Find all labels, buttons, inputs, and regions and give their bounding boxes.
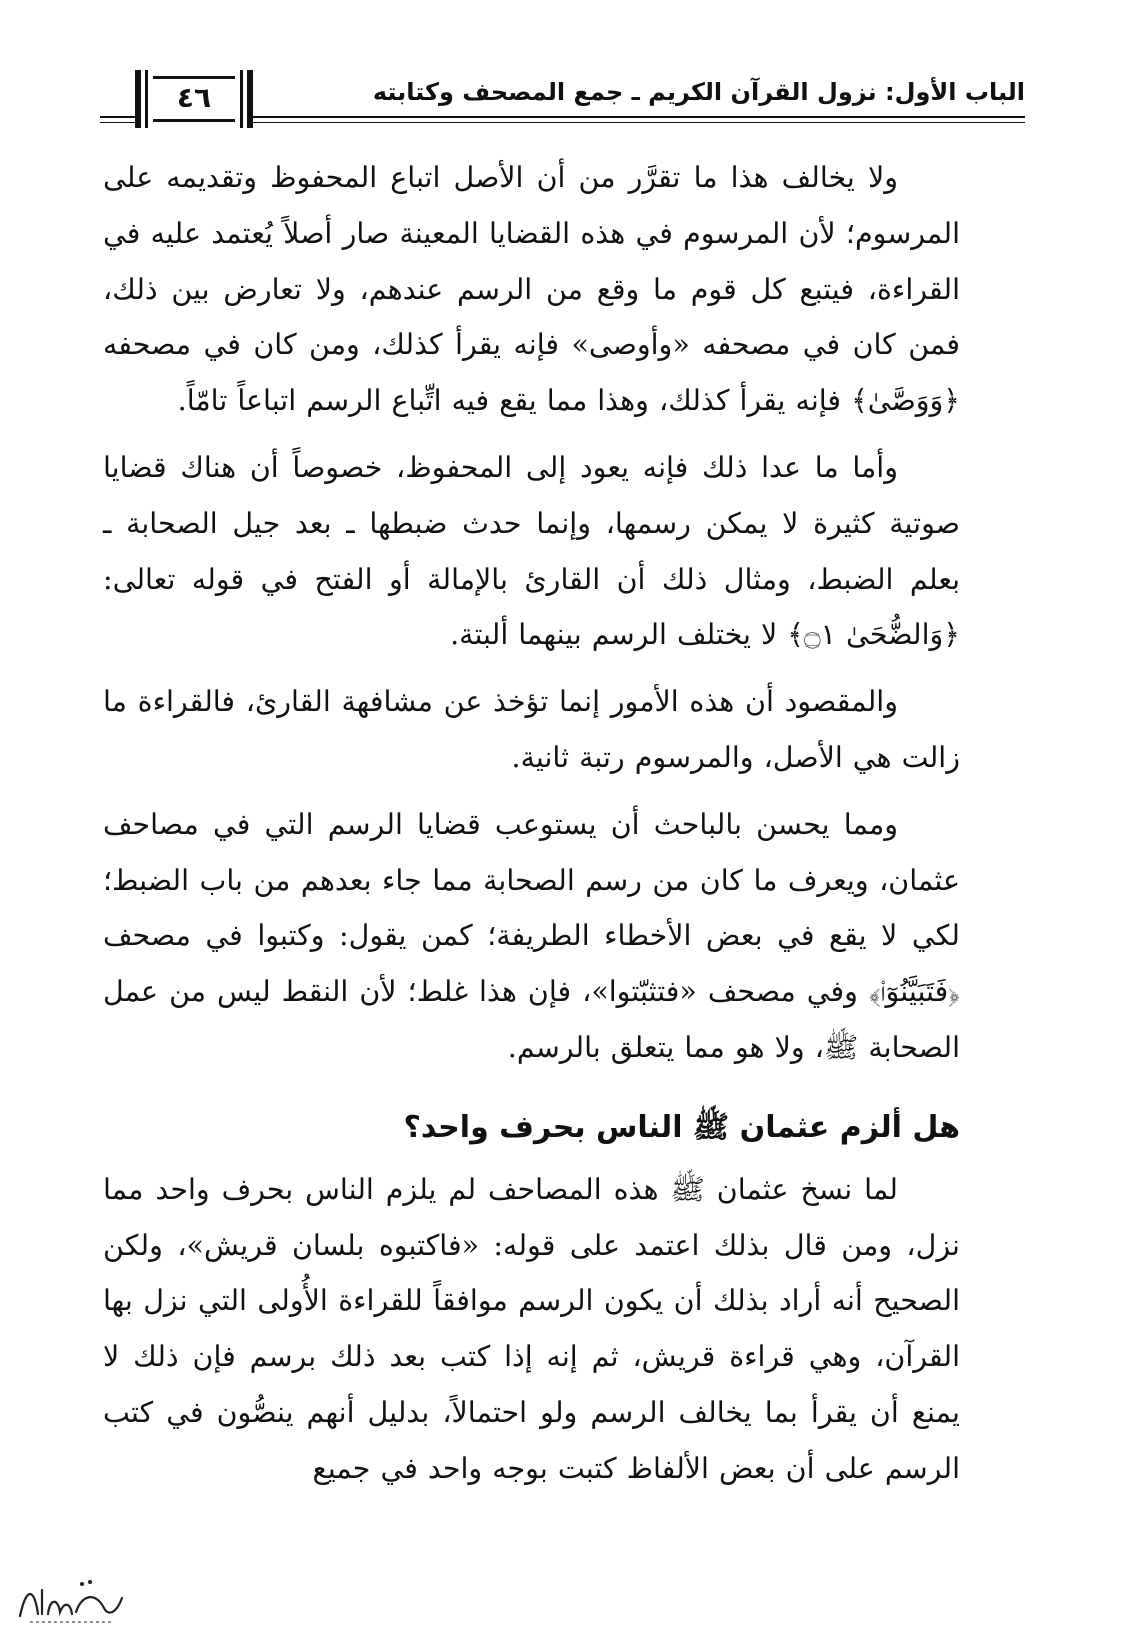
frame-post: [247, 70, 253, 128]
section-heading: هل ألزم عثمان ﷺ الناس بحرف واحد؟: [403, 1109, 960, 1145]
paragraph: لما نسخ عثمان ﷺ هذه المصاحف لم يلزم الناس بحرف واحد مما نزل، ومن قال بذلك اعتمد على قوله: «فاكتبوه بلسان قريش»، ولكن الصحيح أنه أراد بذلك أن يكون الرسم موافقاً للقراءة الأُولى التي نزل بها القرآن، وهي قراءة قريش، ثم إنه إذا كتب بعد ذلك برسم فإن ذلك لا يمنع أن يقرأ بما يخالف الرسم ولو احتمالاً، بدليل أنهم ينصُّون في كتب الرسم على أن بعض الألفاظ كتبت بوجه واحد في جميع: [103, 1172, 960, 1485]
page-number-frame: [135, 70, 253, 128]
page-body: [103, 150, 960, 1497]
chapter-title: الباب الأول: نزول القرآن الكريم ـ جمع المصحف وكتابته: [372, 78, 1025, 106]
frame-post: [145, 70, 148, 128]
page-number: ٤٦: [176, 81, 212, 114]
paragraph: والمقصود أن هذه الأمور إنما تؤخذ عن مشافهة القارئ، فالقراءة ما زالت هي الأصل، والمرسوم رتبة ثانية.: [103, 685, 960, 774]
frame-post: [240, 70, 243, 128]
paragraph: ومما يحسن بالباحث أن يستوعب قضايا الرسم التي في مصاحف عثمان، ويعرف ما كان من رسم الصحابة مما جاء بعدهم من باب الضبط؛ لكي لا يقع في بعض الأخطاء الطريفة؛ كمن يقول: وكتبوا في مصحف ﴿فَتَبَيَّنُوٓا۟﴾ وفي مصحف «فتثبّتوا»، فإن هذا غلط؛ لأن النقط ليس من عمل الصحابة ﷺ، ولا هو مما يتعلق بالرسم.: [103, 807, 960, 1064]
paragraph: ولا يخالف هذا ما تقرَّر من أن الأصل اتباع المحفوظ وتقديمه على المرسوم؛ لأن المرسوم في هذه القضايا المعينة صار أصلاً يُعتمد عليه في القراءة، فيتبع كل قوم ما وقع من الرسم عندهم، ولا تعارض بين ذلك، فمن كان في مصحفه «وأوصى» فإنه يقرأ كذلك، ومن كان في مصحفه ﴿وَوَصَّىٰ﴾ فإنه يقرأ كذلك، وهذا مما يقع فيه اتِّباع الرسم اتباعاً تامّاً.: [103, 161, 960, 418]
frame-post: [135, 70, 141, 128]
running-header: [100, 70, 1025, 136]
paragraph: وأما ما عدا ذلك فإنه يعود إلى المحفوظ، خصوصاً أن هناك قضايا صوتية كثيرة لا يمكن رسمها، وإنما حدث ضبطها ـ بعد جيل الصحابة ـ بعلم الضبط، ومثال ذلك أن القارئ بالإمالة أو الفتح في قوله تعالى: ﴿وَالضُّحَىٰ ۝١﴾ لا يختلف الرسم بينهما ألبتة.: [103, 450, 960, 652]
library-stamp-logo: [12, 1568, 132, 1628]
